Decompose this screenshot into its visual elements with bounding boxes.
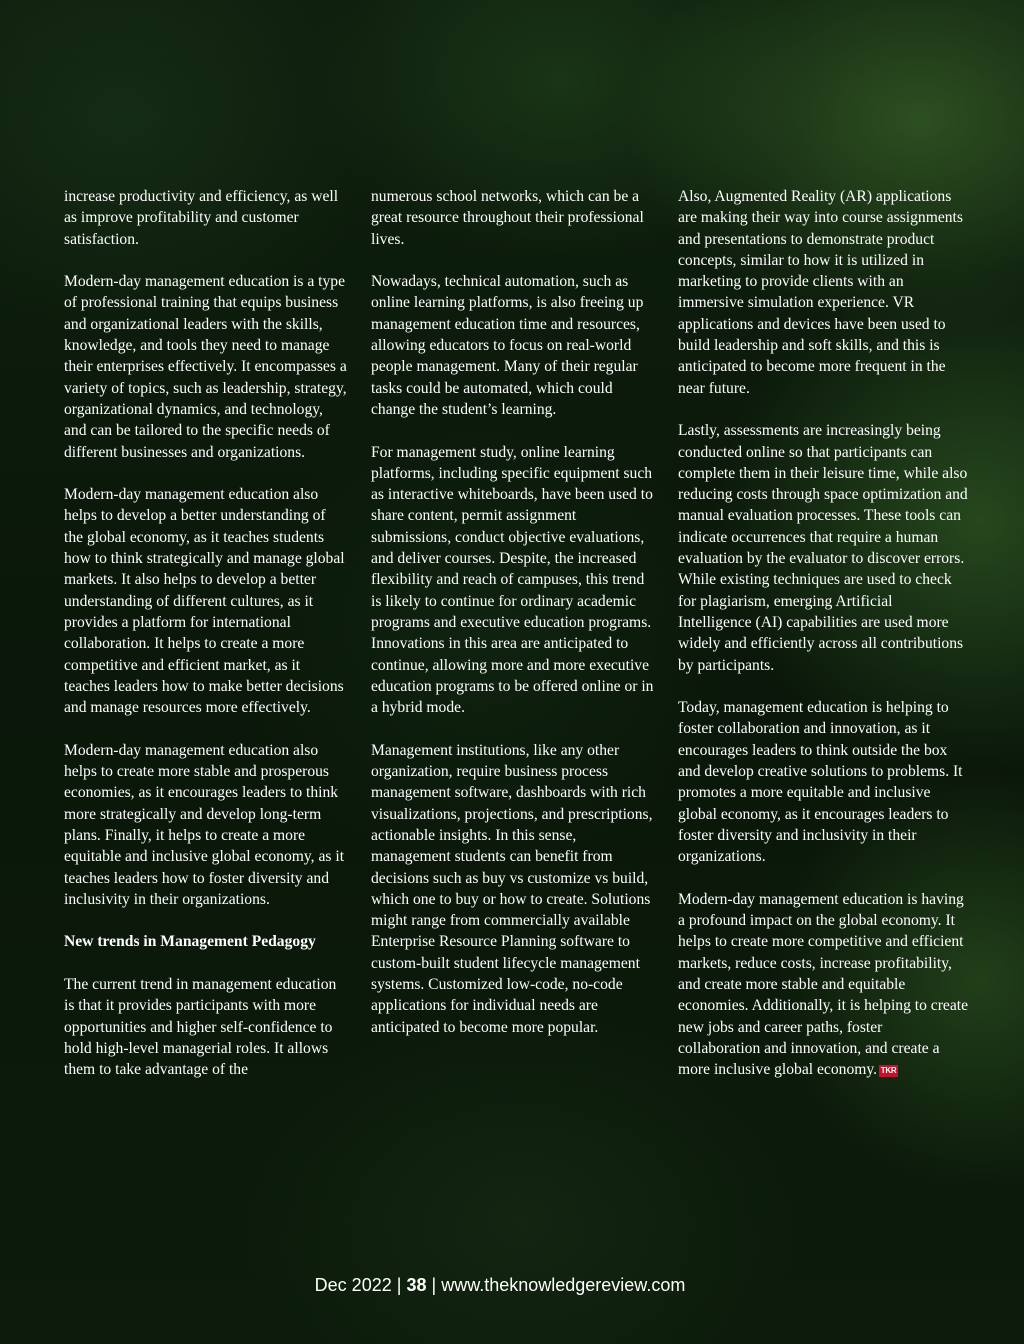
paragraph: For management study, online learning platforms, including specific equipment such as interactive whiteboards, have been used to share content, permit assignment submissions, conduct objective evaluations, and deliver courses. Despite, the increased flexibility and reach of campuses, this trend is likely to continue for ordinary academic programs and executive education programs. Innovations in this area are anticipated to continue, allowing more and more executive education programs to be offered online or in a hybrid mode. — [371, 443, 654, 717]
paragraph: Modern-day management education is a type of professional training that equips business and organizational leaders with the skills, knowledge, and tools they need to manage their enterprises effectively. It encompasses a variety of topics, such as leadership, strategy, organizational dynamics, and technology, and can be tailored to the specific needs of different businesses and organizations. — [64, 273, 347, 461]
article-column-3 — [678, 186, 968, 1102]
article-column-1 — [64, 186, 348, 1102]
paragraph: Also, Augmented Reality (AR) applications are making their way into course assignments and presentations to demonstrate product concepts, similar to how it is utilized in marketing to provide clients with an immersive simulation experience. VR applications and devices have been used to build leadership and soft skills, and this is anticipated to become more frequent in the near future. — [678, 188, 963, 397]
paragraph: Lastly, assessments are increasingly being conducted online so that participants can complete them in their leisure time, while also reducing costs through space optimization and manual evaluation processes. These tools can indicate occurrences that require a human evaluation by the evaluator to discover errors. While existing techniques are used to check for plagiarism, emerging Artificial Intelligence (AI) capabilities are used more widely and efficiently across all contributions by participants. — [678, 422, 968, 674]
paragraph: The current trend in management education is that it provides participants with more opportunities and higher self-confidence to hold high-level managerial roles. It allows them to take advantage of the — [64, 975, 337, 1079]
paragraph-text: Modern-day management education is having a profound impact on the global economy. It helps to create more competitive and efficient markets, reduce costs, increase profitability, and create more stable and equitable economies. Additionally, it is helping to create new jobs and career paths, foster collaboration and innovation, and create a more inclusive global economy. — [678, 890, 969, 1079]
footer-issue-date: Dec 2022 — [314, 1275, 392, 1295]
paragraph: Modern-day management education also helps to develop a better understanding of the global economy, as it teaches students how to think strategically and manage global markets. It also helps to develop a better understanding of different cultures, as it provides a platform for international collaboration. It helps to create a more competitive and efficient market, as it teaches leaders how to make better decisions and manage resources more effectively. — [64, 486, 345, 717]
page-footer — [0, 1275, 1000, 1296]
page-number: 38 — [406, 1275, 427, 1295]
footer-website-link[interactable]: www.theknowledgereview.com — [441, 1275, 686, 1295]
section-subheading: New trends in Management Pedagogy — [64, 933, 316, 951]
paragraph: increase productivity and efficiency, as well as improve profitability and customer satisfaction. — [64, 188, 339, 248]
paragraph: Nowadays, technical automation, such as online learning platforms, is also freeing up management education time and resources, allowing educators to focus on real-world people management. Many of their regular tasks could be automated, which could change the student’s learning. — [371, 273, 644, 418]
tkr-end-mark-icon: TKR — [880, 1065, 897, 1075]
paragraph: Modern-day management education also helps to create more stable and prosperous economies, as it encourages leaders to think more strategically and develop long-term plans. Finally, it helps to create a more equitable and inclusive global economy, as it teaches leaders how to foster diversity and inclusivity in their organizations. — [64, 741, 345, 908]
last-paragraph — [678, 889, 968, 1081]
paragraph: numerous school networks, which can be a great resource throughout their professional lives. — [371, 188, 644, 248]
article-column-2 — [371, 186, 655, 1059]
paragraph: Management institutions, like any other organization, require business process management software, dashboards with rich visualizations, projections, and prescriptions, actionable insights. In this sense, management students can benefit from decisions such as buy vs customize vs build, which one to buy or how to create. Solutions might range from commercially available Enterprise Resource Planning software to custom-built student lifecycle management systems. Customized low-code, no-code applications for individual needs are anticipated to become more popular. — [371, 741, 653, 1036]
footer-separator: | — [431, 1275, 437, 1295]
paragraph: Today, management education is helping to foster collaboration and innovation, as it encourages leaders to think outside the box and develop creative solutions to problems. It promotes a more equitable and inclusive global economy, as it encourages leaders to foster diversity and inclusivity in their organizations. — [678, 699, 963, 866]
footer-separator: | — [396, 1275, 402, 1295]
